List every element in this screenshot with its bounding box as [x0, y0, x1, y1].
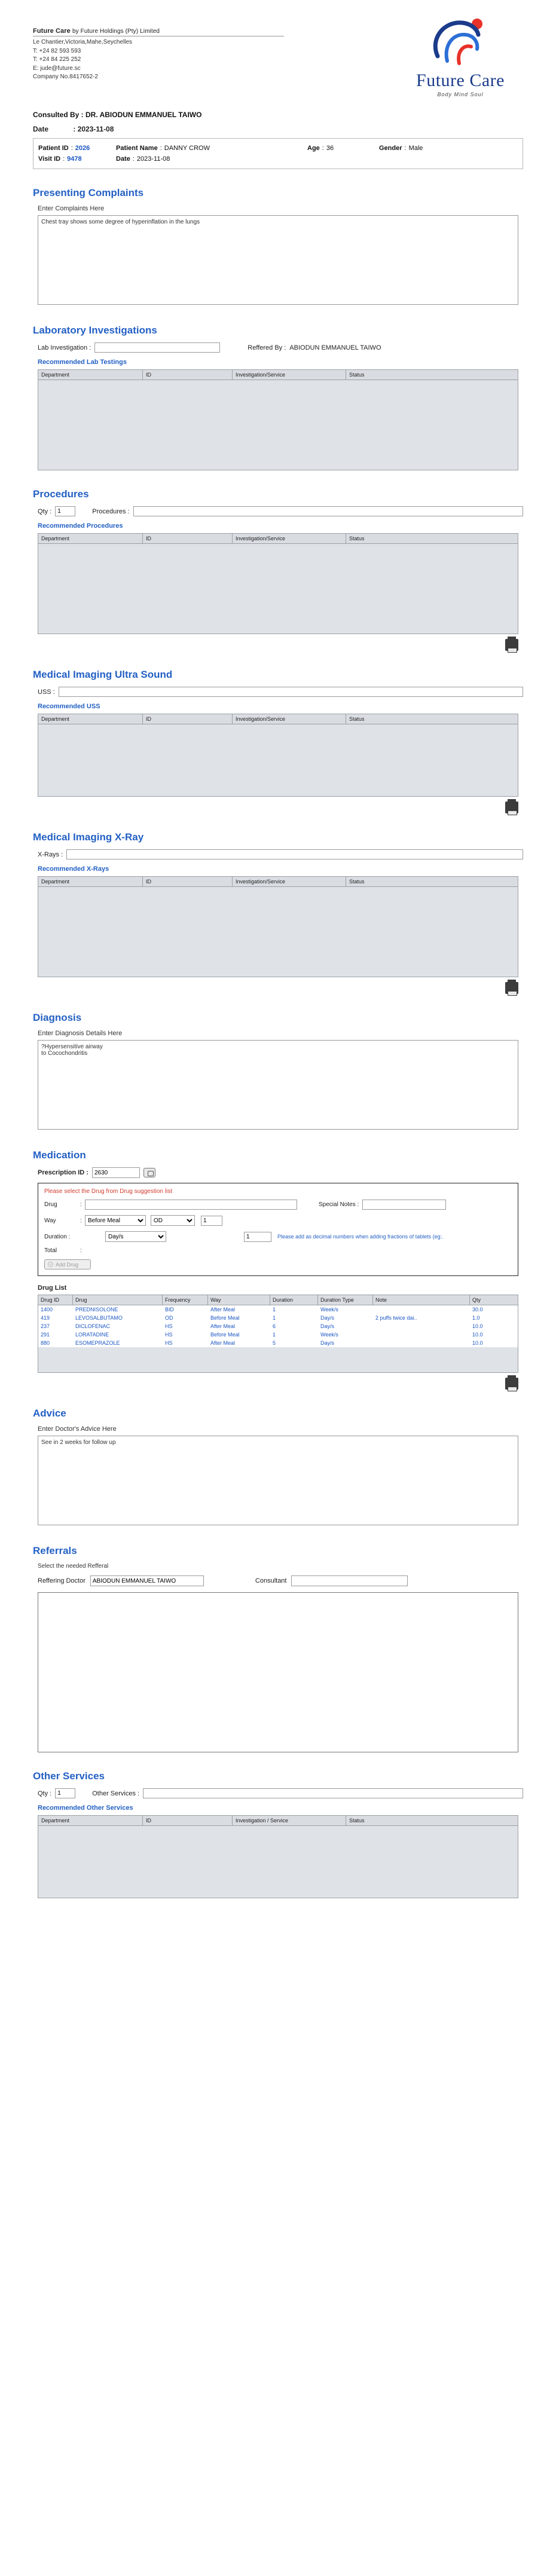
patient-info-row-1	[38, 143, 518, 154]
procedures-label: Procedures :	[92, 507, 130, 515]
way-select[interactable]	[85, 1215, 146, 1226]
uss-input-row	[38, 687, 523, 697]
visit-date-value: 2023-11-08	[77, 125, 114, 133]
table-row[interactable]: 880 ESOMEPRAZOLE HS After Meal 5 Day/s 10.0	[41, 1340, 483, 1346]
xray-input-row	[38, 849, 523, 859]
other-services-input-row	[38, 1788, 523, 1798]
visit-date-line: Date : 2023-11-08	[33, 125, 114, 133]
section-title-procedures: Procedures	[33, 488, 89, 500]
frequency-select[interactable]	[151, 1215, 195, 1226]
decimal-hint-text: Please add as decimal numbers when adding fractions of tablets (eg:.	[277, 1234, 444, 1240]
referring-doctor-row	[38, 1575, 523, 1586]
drug-list-title: Drug List	[38, 1284, 67, 1292]
uss-recommended-label: Recommended USS	[38, 703, 100, 710]
prescription-id-input[interactable]	[92, 1167, 140, 1178]
xray-grid[interactable]	[38, 876, 518, 977]
referring-doctor-input[interactable]	[90, 1575, 204, 1586]
consulting-doctor-name: DR. ABIODUN EMMANUEL TAIWO	[85, 111, 202, 119]
xray-grid-header: Department ID Investigation/Service Status	[38, 877, 518, 887]
way-label: Way	[44, 1217, 56, 1224]
medication-print-row	[33, 1378, 518, 1390]
printer-icon[interactable]	[505, 801, 518, 813]
xray-label: X-Rays :	[38, 850, 63, 858]
consulted-by: Consulted By : DR. ABIODUN EMMANUEL TAIWO	[33, 111, 202, 119]
uss-grid-body	[38, 724, 518, 796]
other-services-label: Other Services :	[92, 1789, 140, 1797]
procedures-grid-header: Department ID Investigation/Service Status	[38, 534, 518, 544]
uss-label: USS :	[38, 688, 55, 696]
table-row[interactable]: 237 DICLOFENAC HS After Meal 6 Day/s 10.0	[41, 1323, 483, 1329]
other-services-qty-input[interactable]	[55, 1788, 75, 1798]
procedures-print-row	[33, 639, 518, 651]
procedures-qty-label: Qty :	[38, 507, 52, 515]
drug-input[interactable]	[85, 1200, 297, 1210]
way-row: Way : Before Meal OD 1	[44, 1215, 512, 1226]
drug-list-grid[interactable]	[38, 1295, 518, 1373]
lab-referred-value: ABIODUN EMMANUEL TAIWO	[289, 344, 381, 351]
advice-textarea[interactable]	[38, 1436, 518, 1525]
printer-icon[interactable]	[505, 639, 518, 651]
patient-age-field: Age : 36	[307, 145, 334, 152]
uss-grid[interactable]	[38, 714, 518, 797]
section-title-laboratory: Laboratory Investigations	[33, 325, 157, 336]
logo-wordmark: Future Care	[416, 71, 505, 90]
lab-referred-label: Reffered By :	[248, 344, 286, 351]
total-row: Total :	[44, 1247, 82, 1254]
patient-info-panel	[33, 139, 523, 169]
clinic-phone-2: T: +24 84 225 252	[33, 56, 81, 63]
xray-print-row	[33, 982, 518, 994]
lab-investigation-input[interactable]	[94, 342, 220, 353]
brand-logo	[398, 17, 523, 97]
section-title-ultrasound: Medical Imaging Ultra Sound	[33, 669, 173, 680]
lab-results-grid[interactable]	[38, 369, 518, 470]
procedures-qty-input[interactable]	[55, 506, 75, 516]
other-services-recommended-label: Recommended Other Services	[38, 1804, 133, 1812]
camera-icon[interactable]	[143, 1168, 155, 1177]
special-notes-label: Special Notes :	[319, 1201, 359, 1208]
visit-date-field-value: 2023-11-08	[136, 155, 170, 163]
section-title-other-services: Other Services	[33, 1770, 105, 1782]
section-title-medication: Medication	[33, 1149, 86, 1161]
table-row[interactable]: 291 LORATADINE HS Before Meal 1 Week/s 10.0	[41, 1332, 483, 1338]
section-title-referrals: Referrals	[33, 1545, 77, 1556]
complaints-textarea[interactable]	[38, 215, 518, 305]
referrals-panel[interactable]	[38, 1592, 518, 1752]
page-header	[33, 17, 523, 97]
consultant-label: Consultant	[255, 1577, 287, 1584]
printer-icon[interactable]	[505, 982, 518, 994]
procedures-grid-body	[38, 544, 518, 634]
lab-grid-body	[38, 380, 518, 470]
uss-input[interactable]	[59, 687, 523, 697]
medication-warning-text: Please select the Drug from Drug suggestion list	[44, 1188, 172, 1195]
procedures-input-row	[38, 506, 523, 516]
patient-id-field: Patient ID : 2026	[38, 145, 90, 152]
lab-grid-header: Department ID Investigation/Service Status	[38, 370, 518, 380]
uss-print-row	[33, 801, 518, 813]
other-services-grid-header: Department ID Investigation / Service Status	[38, 1816, 518, 1826]
section-title-complaints: Presenting Complaints	[33, 187, 144, 198]
section-title-xray: Medical Imaging X-Ray	[33, 831, 144, 843]
procedures-input[interactable]	[133, 506, 523, 516]
logo-icon	[413, 17, 508, 72]
lab-recommended-label: Recommended Lab Testings	[38, 359, 127, 366]
clinic-phone-1: T: +24 82 593 593	[33, 47, 81, 54]
diagnosis-textarea[interactable]	[38, 1040, 518, 1130]
patient-info-row-2	[38, 154, 518, 164]
visit-id-value: 9478	[67, 155, 82, 163]
table-row[interactable]: 419 LEVOSALBUTAMO OD Before Meal 1 Day/s 2 puffs twice dai.. 1.0	[41, 1315, 480, 1321]
section-title-advice: Advice	[33, 1408, 66, 1419]
lab-investigation-label: Lab Investigation :	[38, 344, 91, 351]
referrals-sub-label: Select the needed Refferal	[38, 1563, 109, 1570]
drug-label: Drug	[44, 1201, 57, 1208]
xray-recommended-label: Recommended X-Rays	[38, 865, 109, 873]
patient-id-value: 2026	[75, 145, 90, 152]
medication-entry-panel	[38, 1183, 518, 1276]
drug-row: Drug : Special Notes :	[44, 1200, 512, 1210]
referring-doctor-label: Reffering Doctor	[38, 1577, 85, 1584]
consultant-input[interactable]	[291, 1575, 408, 1586]
clinic-email: E: jude@future.sc	[33, 65, 81, 72]
prescription-id-label: Prescription ID :	[38, 1169, 88, 1176]
patient-name-value: DANNY CROW	[164, 145, 210, 152]
other-services-grid[interactable]	[38, 1815, 518, 1898]
duration-label: Duration :	[44, 1233, 71, 1240]
way-qty-input[interactable]	[201, 1216, 222, 1226]
clinic-name: Future Care by Future Holdings (Pty) Limited	[33, 27, 160, 35]
plus-icon: +	[48, 1262, 53, 1267]
section-title-diagnosis: Diagnosis	[33, 1012, 82, 1023]
procedures-grid[interactable]	[38, 533, 518, 634]
clinic-address: Le Chantier,Victoria,Mahe,Seychelles	[33, 39, 133, 45]
special-notes-input[interactable]	[362, 1200, 446, 1210]
visit-date-field: Date : 2023-11-08	[116, 155, 170, 163]
patient-age-value: 36	[326, 145, 334, 152]
clinic-info	[33, 17, 284, 82]
other-services-grid-body	[38, 1826, 518, 1898]
xray-input[interactable]	[66, 849, 523, 859]
add-drug-button[interactable]: + Add Drug	[44, 1259, 91, 1269]
procedures-recommended-label: Recommended Procedures	[38, 522, 123, 530]
patient-gender-field: Gender : Male	[379, 145, 423, 152]
other-services-qty-label: Qty :	[38, 1789, 52, 1797]
duration-row	[44, 1231, 512, 1242]
total-label: Total	[44, 1247, 57, 1254]
clinic-company-no: Company No.8417652-2	[33, 74, 98, 80]
printer-icon[interactable]	[505, 1378, 518, 1390]
complaints-sub-label: Enter Complaints Here	[38, 205, 105, 212]
patient-gender-value: Male	[408, 145, 423, 152]
lab-investigation-row	[38, 342, 523, 353]
patient-name-field: Patient Name : DANNY CROW	[116, 145, 210, 152]
prescription-id-row	[38, 1167, 523, 1178]
advice-sub-label: Enter Doctor's Advice Here	[38, 1425, 117, 1433]
table-row[interactable]: 1400 PREDNISOLONE BID After Meal 1 Week/s 30.0	[41, 1307, 483, 1313]
drug-grid-header: Drug ID Drug Frequency Way Duration Duration Type Note Qty	[38, 1295, 518, 1305]
logo-tagline: Body Mind Soul	[437, 91, 484, 97]
duration-qty-input[interactable]	[244, 1232, 271, 1242]
duration-unit-select[interactable]	[105, 1231, 166, 1242]
drug-grid-empty-area	[38, 1347, 518, 1372]
other-services-input[interactable]	[143, 1788, 523, 1798]
visit-id-field: Visit ID : 9478	[38, 155, 82, 163]
xray-grid-body	[38, 887, 518, 977]
uss-grid-header: Department ID Investigation/Service Status	[38, 714, 518, 724]
diagnosis-sub-label: Enter Diagnosis Details Here	[38, 1030, 123, 1037]
